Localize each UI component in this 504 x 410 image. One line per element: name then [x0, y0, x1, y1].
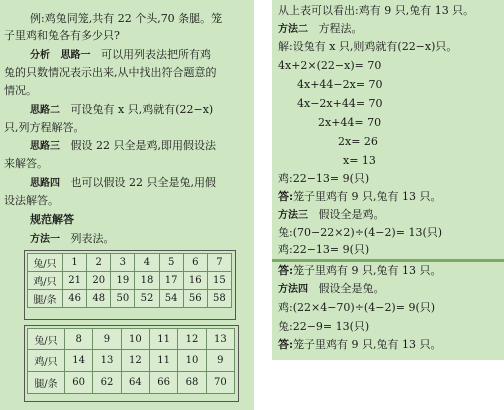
- equation-5: 2x= 26: [338, 135, 378, 148]
- table-cell: 鸡/只: [28, 272, 63, 290]
- table1: [27, 253, 232, 308]
- rabbit-calc-4: 兔:22−9= 13(只): [278, 320, 370, 333]
- idea4-text-2: 设法解答。: [4, 194, 59, 207]
- table1-row-chicken: [28, 272, 232, 290]
- idea2-text-2: 只,列方程解答。: [4, 121, 85, 134]
- table-cell: 5: [159, 254, 183, 272]
- table-cell: 4: [135, 254, 159, 272]
- chicken-calc-3: 鸡:22−13= 9(只): [278, 243, 370, 256]
- table-cell: 58: [207, 290, 231, 308]
- equation-4: 2x+44= 70: [318, 116, 382, 129]
- idea2-label: 思路二: [30, 105, 60, 116]
- answer-3: [278, 264, 442, 278]
- table-cell: 1: [63, 254, 87, 272]
- idea4-line-1: [30, 176, 216, 191]
- method4-line: [278, 282, 385, 297]
- method1-label: 方法一: [30, 234, 60, 245]
- equation-6: x= 13: [343, 154, 376, 167]
- idea3-text-1: 假设 22 只全是鸡,即用假设法: [70, 139, 216, 152]
- idea2-line-1: [30, 103, 213, 118]
- method2-line: [278, 22, 363, 37]
- table-cell: 56: [183, 290, 207, 308]
- table-cell: 腿/条: [28, 372, 65, 394]
- rabbit-calc-3: 兔:(70−22×2)÷(4−2)= 13(只): [278, 226, 443, 239]
- table-cell: 8: [65, 329, 93, 350]
- table-cell: 20: [87, 272, 111, 290]
- table-cell: 11: [149, 350, 177, 372]
- equation-3: 4x−2x+44= 70: [297, 97, 383, 110]
- table-cell: 19: [111, 272, 135, 290]
- table1-row-legs: [28, 290, 232, 308]
- table-cell: 兔/只: [28, 329, 65, 350]
- table-cell: 60: [65, 372, 93, 394]
- table-cell: 13: [206, 329, 234, 350]
- method1-line: [30, 232, 115, 247]
- analysis-line-1: [30, 48, 211, 63]
- equation-2: 4x+44−2x= 70: [297, 78, 383, 91]
- table-cell: 14: [65, 350, 93, 372]
- idea2-text-1: 可设兔有 x 只,鸡就有(22−x): [70, 103, 214, 116]
- table-conclusion: 从上表可以看出:鸡有 9 只,兔有 13 只。: [278, 4, 475, 17]
- method4-label: 方法四: [278, 284, 308, 295]
- method3-label: 方法三: [278, 210, 308, 221]
- answer-label: 答:: [278, 338, 294, 351]
- answer-text: 笼子里鸡有 9 只,兔有 13 只。: [293, 190, 442, 203]
- idea3-text-2: 来解答。: [4, 157, 48, 170]
- idea1-text-3: 情况。: [4, 84, 37, 97]
- answer-2: [278, 190, 442, 204]
- idea3-label: 思路三: [30, 141, 60, 152]
- answer-label: 答:: [278, 190, 294, 203]
- analysis-label: 分析: [30, 50, 50, 61]
- idea1-label: 思路一: [60, 50, 91, 61]
- table-cell: 70: [206, 372, 234, 394]
- table-cell: 68: [178, 372, 206, 394]
- equation-1: 4x+2×(22−x)= 70: [278, 59, 382, 72]
- answer-4: [278, 338, 442, 352]
- table-cell: 12: [121, 350, 149, 372]
- example-line-1: 例:鸡兔同笼,共有 22 个头,70 条腿。笼: [30, 12, 223, 25]
- table-cell: 17: [159, 272, 183, 290]
- table-cell: 9: [93, 329, 121, 350]
- idea1-text-1: 可以用列表法把所有鸡: [101, 48, 211, 61]
- table-cell: 10: [121, 329, 149, 350]
- table-cell: 46: [63, 290, 87, 308]
- table-cell: 兔/只: [28, 254, 63, 272]
- table2-row-chicken: [28, 350, 235, 372]
- method1-text: 列表法。: [70, 232, 115, 245]
- idea1-text-2: 兔的只数情况表示出来,从中找出符合题意的: [4, 66, 217, 79]
- idea3-line-1: [30, 139, 216, 154]
- idea4-text-1: 也可以假设 22 只全是兔,用假: [70, 176, 216, 189]
- table-cell: 鸡/只: [28, 350, 65, 372]
- table-cell: 7: [207, 254, 231, 272]
- chicken-calc-2: 鸡:22−13= 9(只): [278, 172, 370, 185]
- idea4-label: 思路四: [30, 178, 60, 189]
- method3-text: 假设全是鸡。: [318, 208, 385, 221]
- chicken-calc-4: 鸡:(22×4−70)÷(4−2)= 9(只): [278, 301, 436, 314]
- method2-text: 方程法。: [318, 22, 363, 35]
- solution-title: 规范解答: [30, 213, 74, 226]
- table-cell: 11: [149, 329, 177, 350]
- table-cell: 54: [159, 290, 183, 308]
- method3-line: [278, 208, 385, 223]
- table2-row-rabbit: [28, 329, 235, 350]
- table-cell: 15: [207, 272, 231, 290]
- table-cell: 16: [183, 272, 207, 290]
- table2-row-legs: [28, 372, 235, 394]
- table-cell: 10: [178, 350, 206, 372]
- table-cell: 50: [111, 290, 135, 308]
- table-cell: 腿/条: [28, 290, 63, 308]
- table-cell: 12: [178, 329, 206, 350]
- table-cell: 13: [93, 350, 121, 372]
- table-cell: 66: [149, 372, 177, 394]
- answer-label: 答:: [278, 264, 294, 277]
- table-cell: 21: [63, 272, 87, 290]
- method2-label: 方法二: [278, 24, 308, 35]
- section-separator: [272, 259, 504, 262]
- answer-text: 笼子里鸡有 9 只,兔有 13 只。: [293, 264, 442, 277]
- method4-text: 假设全是兔。: [318, 282, 385, 295]
- table-cell: 52: [135, 290, 159, 308]
- table-cell: 62: [93, 372, 121, 394]
- table-cell: 64: [121, 372, 149, 394]
- table-cell: 2: [87, 254, 111, 272]
- table-cell: 3: [111, 254, 135, 272]
- equation-setup: 解:设兔有 x 只,则鸡就有(22−x)只。: [278, 40, 458, 53]
- table-cell: 9: [206, 350, 234, 372]
- table1-row-rabbit: [28, 254, 232, 272]
- answer-text: 笼子里鸡有 9 只,兔有 13 只。: [293, 338, 442, 351]
- example-line-2: 子里鸡和兔各有多少只?: [4, 29, 120, 42]
- table-cell: 48: [87, 290, 111, 308]
- table-cell: 18: [135, 272, 159, 290]
- table-cell: 6: [183, 254, 207, 272]
- table2: [27, 328, 235, 394]
